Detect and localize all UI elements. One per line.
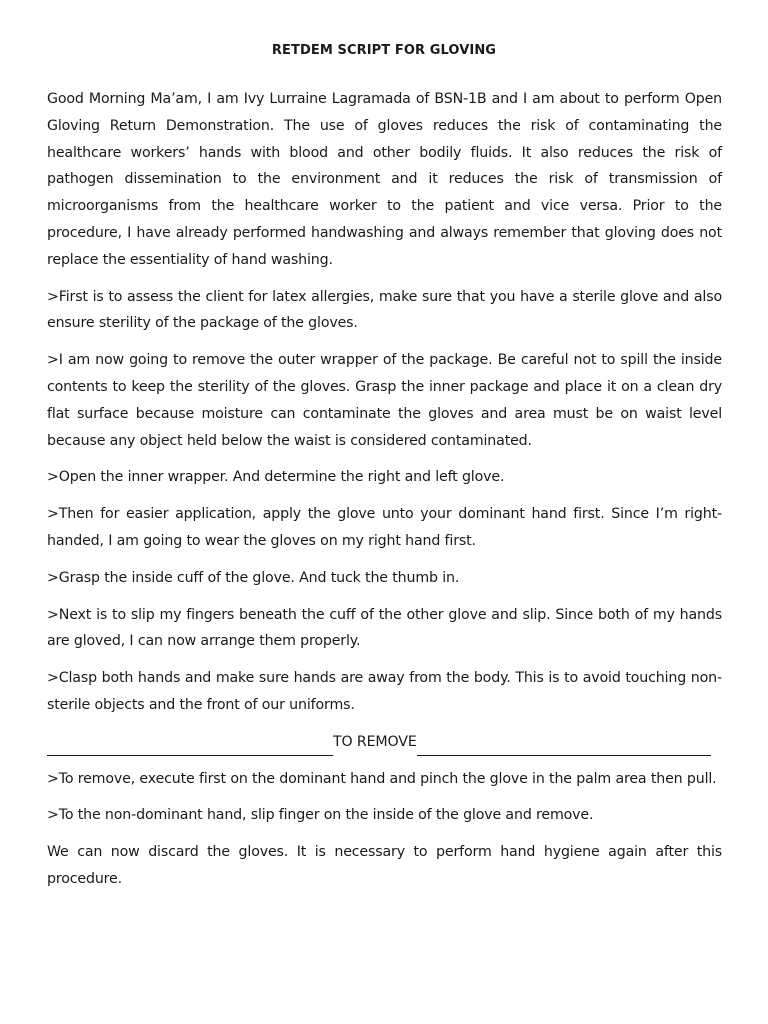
step-paragraph: >First is to assess the client for latex allergies, make sure that you have a sterile glove and also ensure sterility of the package of the gloves. <box>47 288 722 332</box>
section-divider <box>47 729 722 756</box>
closing-paragraph: We can now discard the gloves. It is necessary to perform hand hygiene again after this procedure. <box>47 844 722 887</box>
step-paragraph: >Next is to slip my fingers beneath the cuff of the other glove and slip. Since both of my hands are gloved, I can now arrange them properly. <box>47 606 722 650</box>
step-paragraph: >Open the inner wrapper. And determine the right and left glove. <box>47 469 505 486</box>
removal-paragraph: >To the non-dominant hand, slip finger on the inside of the glove and remove. <box>47 807 594 824</box>
document-title: RETDEM SCRIPT FOR GLOVING <box>271 43 497 58</box>
divider-rule-right <box>417 736 711 756</box>
step-paragraph: >I am now going to remove the outer wrapper of the package. Be careful not to spill the inside contents to keep the sterility of the gloves. Grasp the inner package and place it on a clean dry flat surface because moisture can contaminate the gloves and area must be on waist level because any object held below the waist is considered contaminated. <box>47 352 722 449</box>
intro-paragraph: Good Morning Ma’am, I am Ivy Lurraine Lagramada of BSN-1B and I am about to perform Open Gloving Return Demonstration. The use of gloves reduces the risk of contaminating the healthcare workers’ hands with blood and other bodily fluids. It also reduces the risk of pathogen dissemination to the environment and it reduces the risk of transmission of microorganisms from the healthcare worker to the patient and vice versa. Prior to the procedure, I have already performed handwashing and always remember that gloving does not replace the essentiality of hand washing. <box>47 91 722 268</box>
step-paragraph: >Grasp the inside cuff of the glove. And tuck the thumb in. <box>47 569 460 586</box>
step-paragraph: >Clasp both hands and make sure hands are away from the body. This is to avoid touching non-sterile objects and the front of our uniforms. <box>47 670 722 713</box>
divider-rule-left <box>47 736 333 756</box>
divider-label: TO REMOVE <box>333 733 417 750</box>
document-body <box>47 86 722 903</box>
step-paragraph: >Then for easier application, apply the glove unto your dominant hand first. Since I’m right-handed, I am going to wear the gloves on my right hand first. <box>47 506 722 549</box>
removal-paragraph: >To remove, execute first on the dominant hand and pinch the glove in the palm area then pull. <box>47 770 717 787</box>
